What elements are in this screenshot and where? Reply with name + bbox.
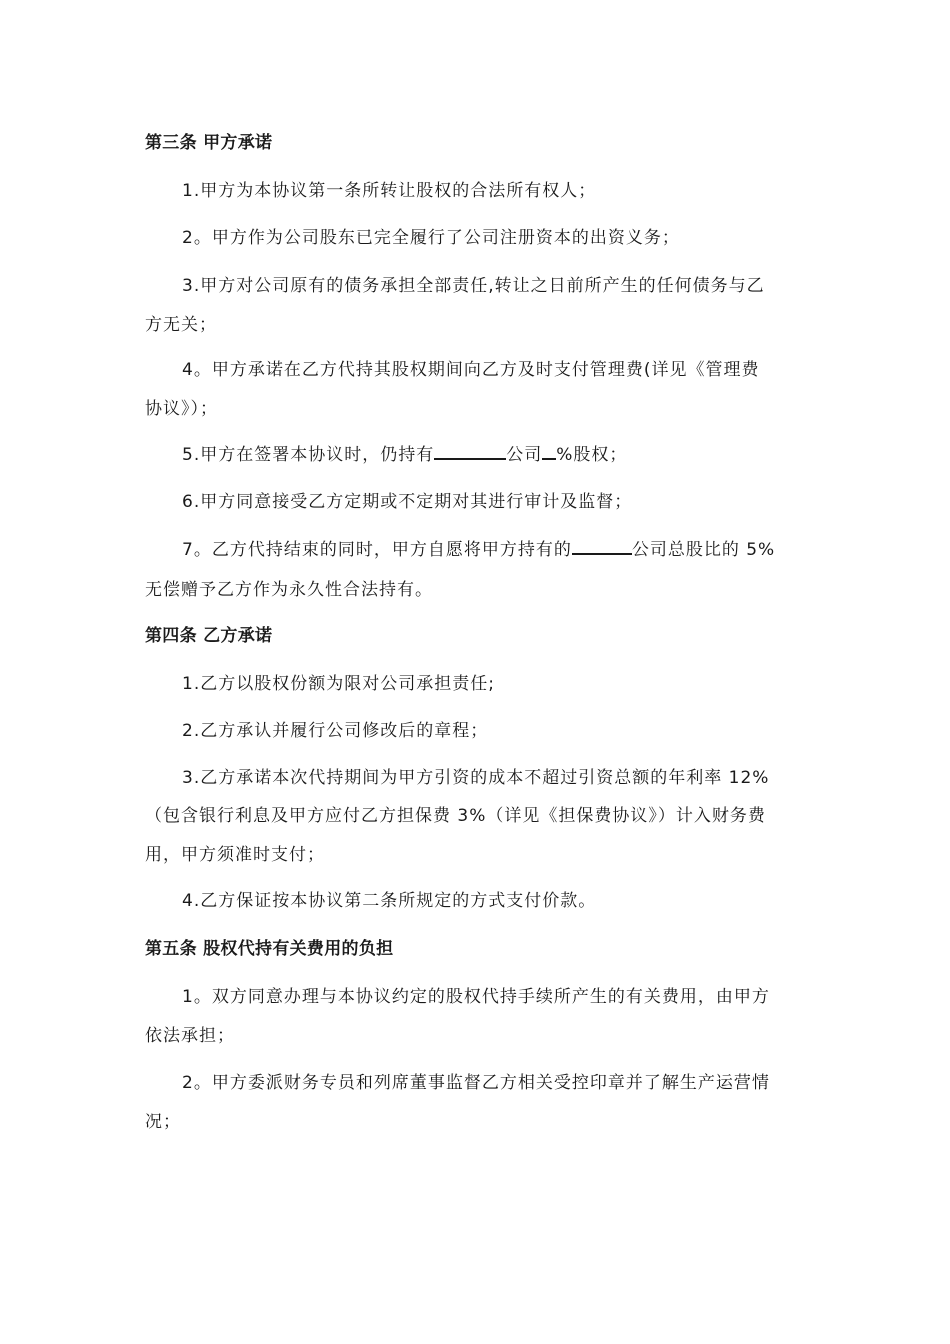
article-3-item-3-line-1: 3.甲方对公司原有的债务承担全部责任,转让之日前所产生的任何债务与乙	[182, 276, 765, 296]
article-4-item-2: 2.乙方承认并履行公司修改后的章程；	[182, 721, 489, 741]
article-3-item-5-text-2: 公司	[506, 445, 543, 465]
article-4-item-3-line-3: 用，甲方须准时支付；	[145, 845, 325, 865]
article-5-item-2-line-2: 况；	[145, 1112, 181, 1132]
article-3-item-4-line-1: 4。甲方承诺在乙方代持其股权期间向乙方及时支付管理费(详见《管理费	[182, 360, 760, 380]
article-4-item-4: 4.乙方保证按本协议第二条所规定的方式支付价款。	[182, 891, 597, 911]
article-3-item-3-line-2: 方无关；	[145, 315, 217, 335]
article-3-item-7-text-1: 7。乙方代持结束的同时，甲方自愿将甲方持有的	[182, 540, 572, 560]
article-3-item-4-line-2: 协议》）；	[145, 399, 218, 419]
blank-percentage	[542, 442, 556, 460]
article-5-item-2-line-1: 2。甲方委派财务专员和列席董事监督乙方相关受控印章并了解生产运营情	[182, 1073, 770, 1093]
article-3-item-7-line-2: 无偿赠予乙方作为永久性合法持有。	[145, 580, 433, 600]
article-4-heading: 第四条 乙方承诺	[145, 626, 273, 646]
article-4-item-3-line-2: （包含银行利息及甲方应付乙方担保费 3%（详见《担保费协议》）计入财务费	[145, 806, 766, 826]
blank-company-name-2	[572, 537, 632, 555]
article-5-item-1-line-2: 依法承担；	[145, 1026, 235, 1046]
article-3-item-6: 6.甲方同意接受乙方定期或不定期对其进行审计及监督；	[182, 492, 633, 512]
article-3-item-5	[182, 440, 627, 465]
article-3-item-2: 2。甲方作为公司股东已完全履行了公司注册资本的出资义务；	[182, 228, 680, 248]
article-5-heading: 第五条 股权代持有关费用的负担	[145, 939, 394, 959]
blank-company-name	[434, 442, 506, 460]
article-4-item-3-line-1: 3.乙方承诺本次代持期间为甲方引资的成本不超过引资总额的年利率 12%	[182, 768, 770, 788]
article-3-item-7-line-1	[182, 535, 775, 560]
article-4-item-1: 1.乙方以股权份额为限对公司承担责任;	[182, 674, 495, 694]
article-5-item-1-line-1: 1。双方同意办理与本协议约定的股权代持手续所产生的有关费用，由甲方	[182, 987, 770, 1007]
article-3-item-1: 1.甲方为本协议第一条所转让股权的合法所有权人；	[182, 181, 597, 201]
article-3-item-5-text-1: 5.甲方在签署本协议时，仍持有	[182, 445, 435, 465]
article-3-item-7-text-2: 公司总股比的 5%	[631, 540, 776, 560]
article-3-item-5-text-3: %股权；	[556, 445, 628, 465]
article-3-heading: 第三条 甲方承诺	[145, 133, 273, 153]
